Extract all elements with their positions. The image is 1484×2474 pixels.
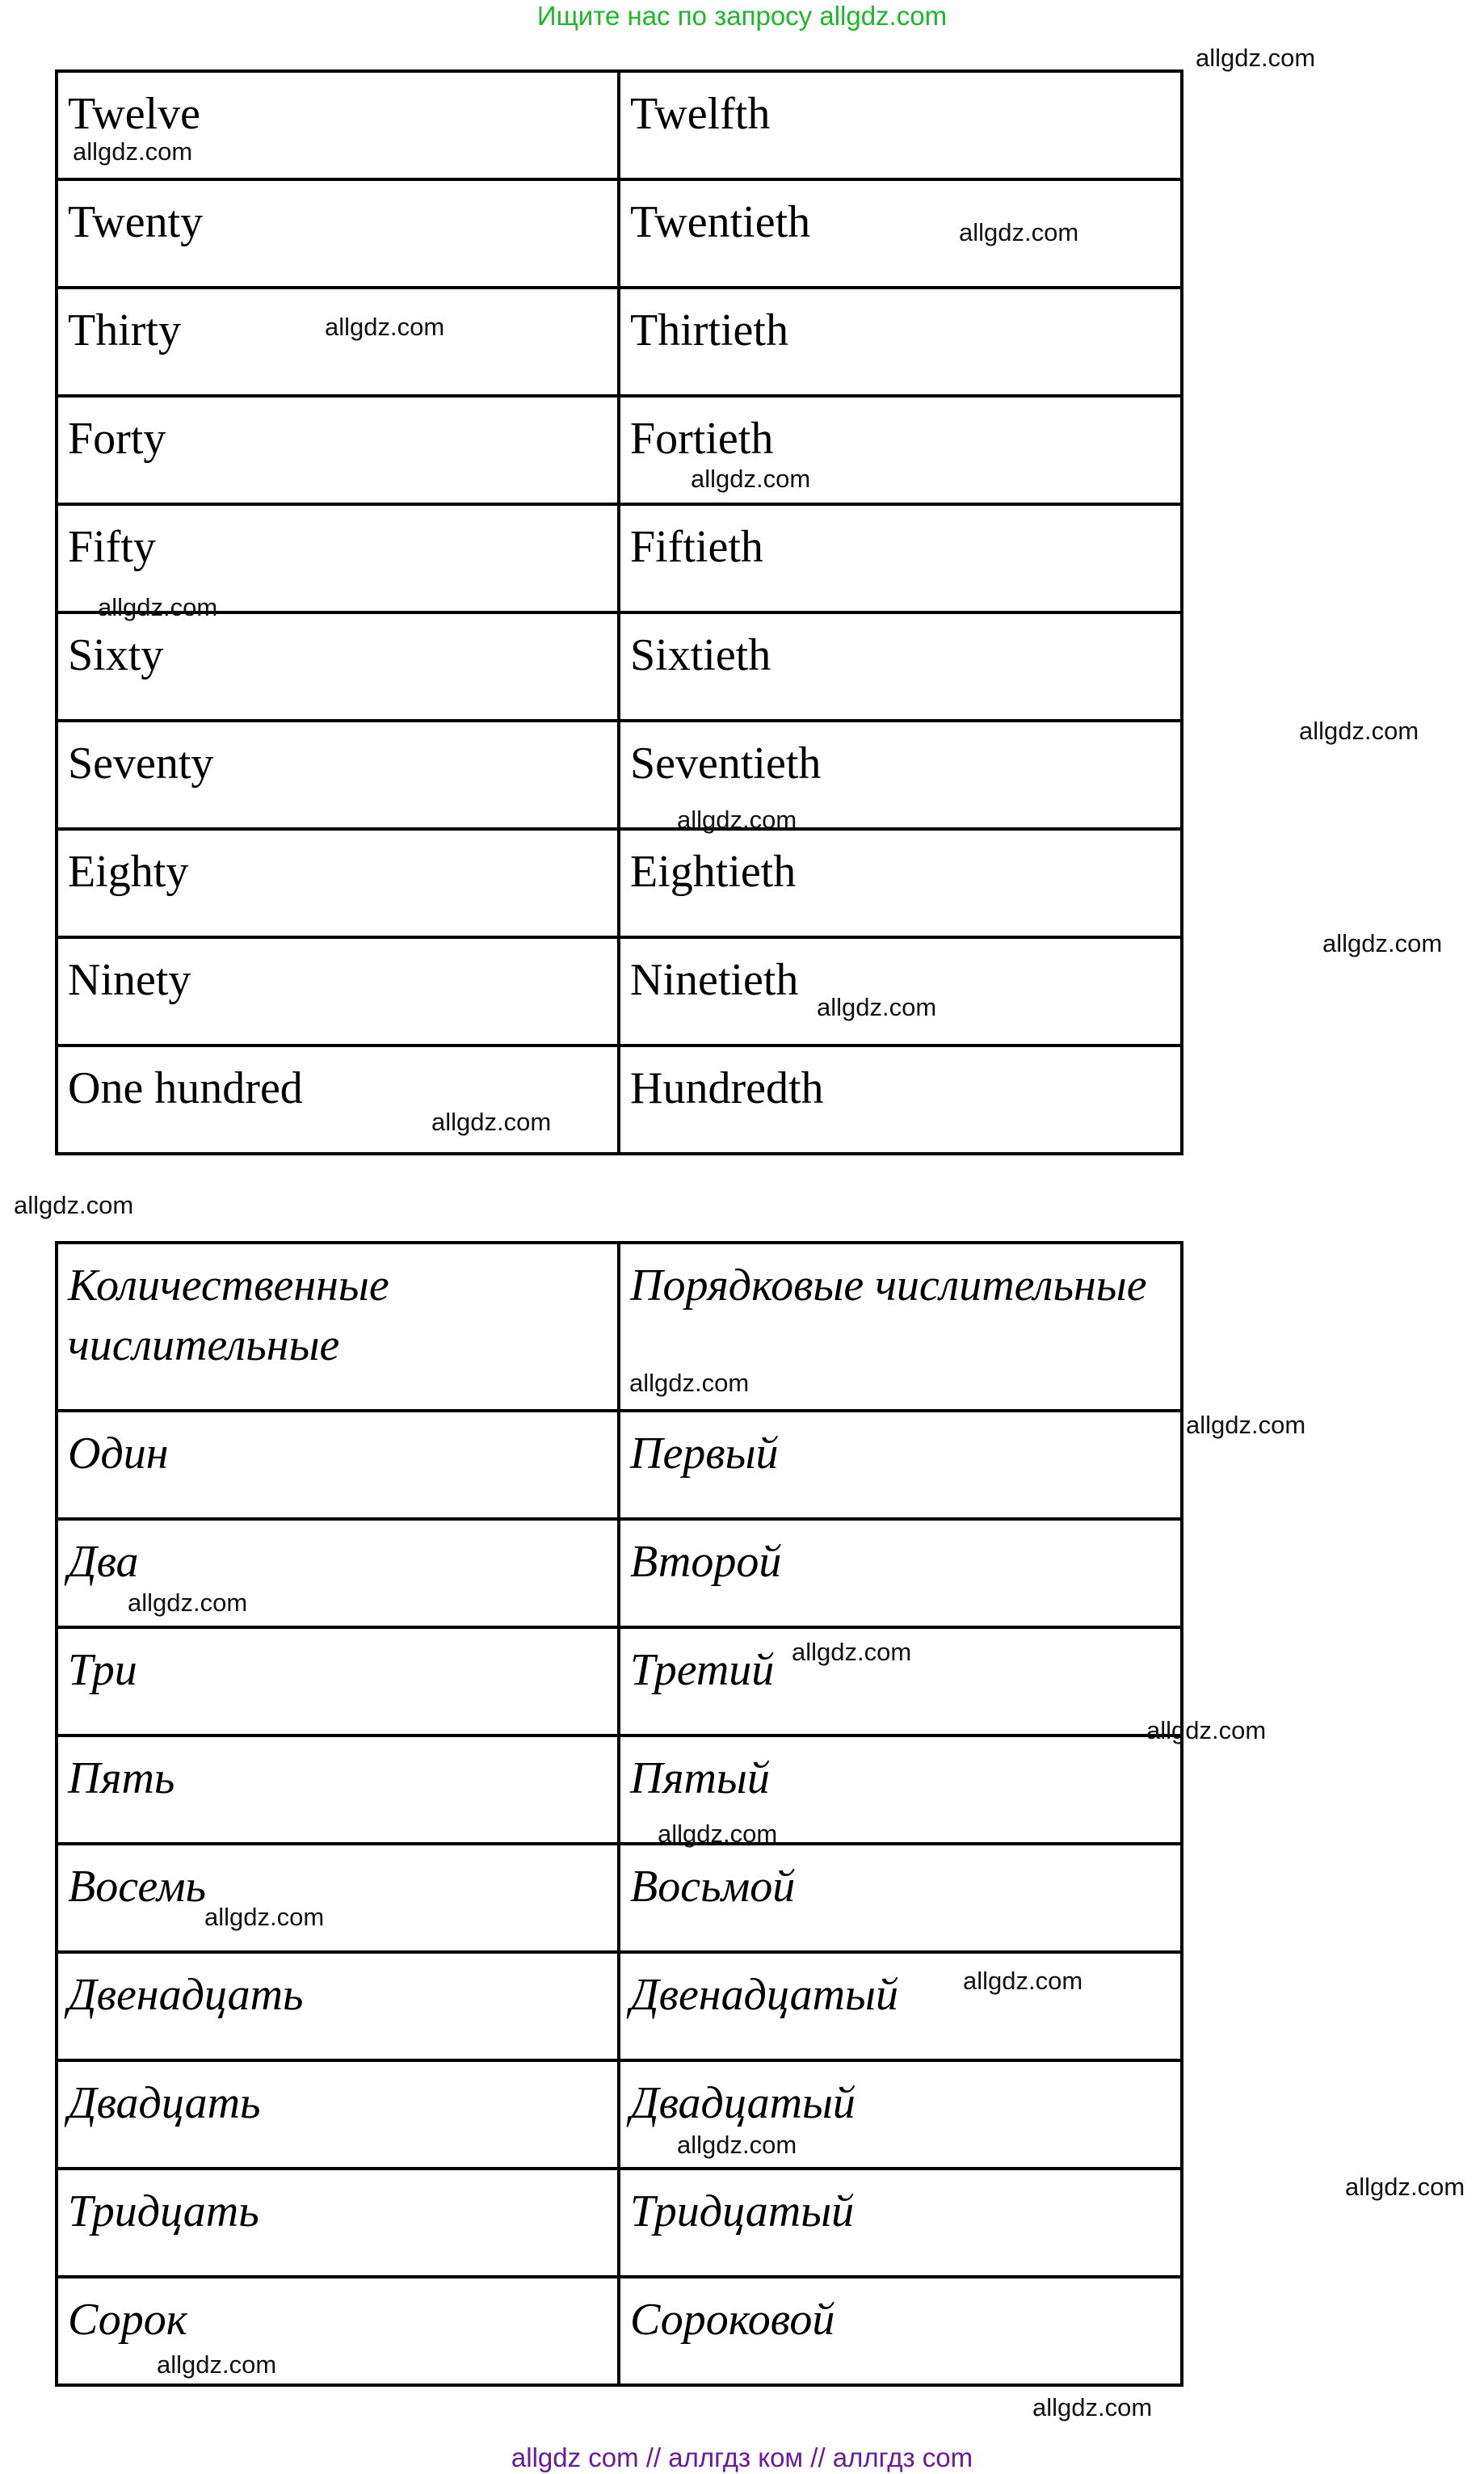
table-row	[57, 71, 1182, 179]
watermark: allgdz.com	[963, 1967, 1083, 1995]
watermark: allgdz.com	[1146, 1716, 1267, 1744]
table-row	[57, 1519, 1182, 1627]
watermark: allgdz.com	[431, 1108, 552, 1136]
table-row	[57, 721, 1182, 829]
watermark: allgdz.com	[14, 1191, 134, 1219]
table-row	[57, 1736, 1182, 1844]
watermark: allgdz.com	[128, 1588, 248, 1617]
watermark: allgdz.com	[98, 593, 218, 621]
ordinal-cell: Первый	[619, 1411, 1182, 1519]
cardinal-cell: Sixty	[57, 612, 619, 721]
table-row	[57, 937, 1182, 1046]
watermark: allgdz.com	[959, 218, 1079, 246]
cardinal-cell: Twenty	[57, 179, 619, 288]
watermark: allgdz.com	[73, 137, 193, 166]
english-numerals-table	[55, 69, 1183, 1155]
ordinal-header-cell: Порядковые числительные	[619, 1243, 1182, 1411]
table-row	[57, 1952, 1182, 2060]
cardinal-cell: One hundred	[57, 1046, 619, 1154]
watermark: allgdz.com	[157, 2350, 277, 2379]
ordinal-cell: Twelfth	[619, 71, 1182, 179]
ordinal-cell: Eightieth	[619, 829, 1182, 937]
ordinal-cell: Thirtieth	[619, 288, 1182, 396]
watermark: allgdz.com	[658, 1820, 778, 1848]
ordinal-cell: Тридцатый	[619, 2169, 1182, 2277]
cardinal-cell: Три	[57, 1627, 619, 1736]
ordinal-cell: Fiftieth	[619, 504, 1182, 612]
top-search-banner: Ищите нас по запросу allgdz.com	[536, 1, 948, 31]
cardinal-cell: Двадцать	[57, 2060, 619, 2169]
watermark: allgdz.com	[691, 465, 811, 493]
watermark: allgdz.com	[677, 2131, 797, 2159]
cardinal-cell: Ninety	[57, 937, 619, 1046]
cardinal-cell: Сорок	[57, 2277, 619, 2385]
cardinal-cell: Два	[57, 1519, 619, 1627]
ordinal-cell: Двадцатый	[619, 2060, 1182, 2169]
watermark: allgdz.com	[677, 806, 797, 834]
table-row	[57, 612, 1182, 721]
table-row	[57, 504, 1182, 612]
watermark: allgdz.com	[325, 313, 445, 341]
ordinal-cell: Второй	[619, 1519, 1182, 1627]
watermark: allgdz.com	[817, 993, 937, 1021]
cardinal-cell: Восемь	[57, 1844, 619, 1952]
table-row	[57, 829, 1182, 937]
table-row	[57, 1046, 1182, 1154]
table-row	[57, 1411, 1182, 1519]
cardinal-cell: Пять	[57, 1736, 619, 1844]
watermark: allgdz.com	[204, 1903, 325, 1931]
table-header-row	[57, 1243, 1182, 1411]
cardinal-cell: Seventy	[57, 721, 619, 829]
table-row	[57, 288, 1182, 396]
watermark: allgdz.com	[1186, 1411, 1306, 1439]
table-row	[57, 2277, 1182, 2385]
cardinal-cell: Twelve	[57, 71, 619, 179]
ordinal-cell: Сороковой	[619, 2277, 1182, 2385]
cardinal-cell: Fifty	[57, 504, 619, 612]
ordinal-cell: Fortieth	[619, 396, 1182, 504]
table-row	[57, 1844, 1182, 1952]
russian-numerals-table	[55, 1241, 1183, 2387]
footer-banner: allgdz com // аллгдз ком // аллгдз com	[511, 2442, 973, 2472]
cardinal-cell: Двенадцать	[57, 1952, 619, 2060]
table-row	[57, 2060, 1182, 2169]
ordinal-cell: Ninetieth	[619, 937, 1182, 1046]
watermark: allgdz.com	[1032, 2393, 1153, 2421]
ordinal-cell: Третий	[619, 1627, 1182, 1736]
watermark: allgdz.com	[792, 1638, 912, 1666]
cardinal-cell: Forty	[57, 396, 619, 504]
cardinal-header-cell: Количественные числительные	[57, 1243, 619, 1411]
table-row	[57, 2169, 1182, 2277]
table-row	[57, 1627, 1182, 1736]
ordinal-cell: Пятый	[619, 1736, 1182, 1844]
cardinal-cell: Один	[57, 1411, 619, 1519]
table-row	[57, 396, 1182, 504]
watermark: allgdz.com	[1196, 44, 1316, 72]
ordinal-cell: Восьмой	[619, 1844, 1182, 1952]
cardinal-cell: Thirty	[57, 288, 619, 396]
table-row	[57, 179, 1182, 288]
ordinal-cell: Hundredth	[619, 1046, 1182, 1154]
cardinal-cell: Eighty	[57, 829, 619, 937]
cardinal-cell: Тридцать	[57, 2169, 619, 2277]
watermark: allgdz.com	[1322, 929, 1443, 957]
ordinal-cell: Sixtieth	[619, 612, 1182, 721]
ordinal-cell: Двенадцатый	[619, 1952, 1182, 2060]
watermark: allgdz.com	[629, 1369, 750, 1397]
ordinal-cell: Seventieth	[619, 721, 1182, 829]
watermark: allgdz.com	[1345, 2173, 1465, 2201]
watermark: allgdz.com	[1299, 717, 1419, 745]
ordinal-cell: Twentieth	[619, 179, 1182, 288]
